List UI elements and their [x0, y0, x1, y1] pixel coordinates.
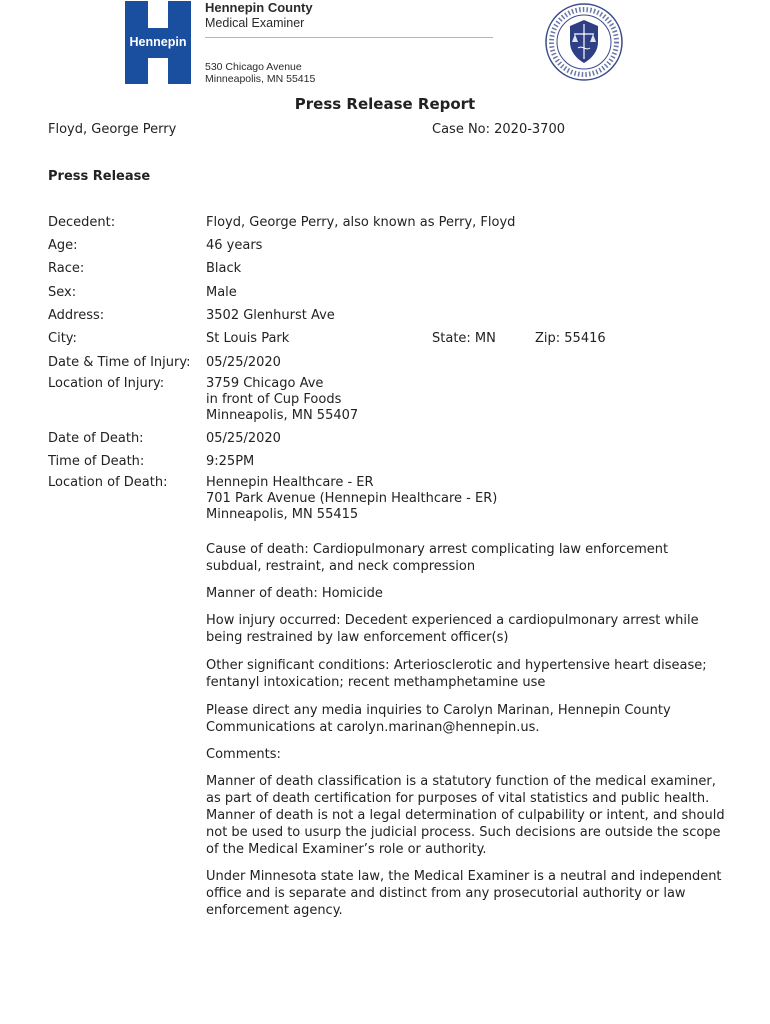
subject-name: Floyd, George Perry [48, 122, 177, 137]
injury-location-line-1: 3759 Chicago Ave [206, 376, 324, 391]
age-label: Age: [48, 238, 78, 253]
how-injury-occurred: How injury occurred: Decedent experienced a cardiopulmonary arrest while being restrained by law enforcement officer(s) [206, 613, 699, 645]
city-value: St Louis Park [206, 331, 290, 346]
city-label: City: [48, 331, 77, 346]
header-divider [205, 37, 493, 38]
report-title: Press Release Report [294, 95, 476, 113]
death-date-label: Date of Death: [48, 431, 144, 446]
state-value: State: MN [432, 331, 496, 346]
other-conditions: Other significant conditions: Arteriosclerotic and hypertensive heart disease; fentanyl intoxication; recent methamphetamine use [206, 658, 707, 690]
age-value: 46 years [206, 238, 263, 253]
address-label: Address: [48, 308, 105, 323]
comment-paragraph-2: Under Minnesota state law, the Medical Examiner is a neutral and independent office and is separate and distinct from any prosecutorial authority or law enforcement agency. [206, 869, 722, 918]
org-subtitle: Medical Examiner [205, 16, 305, 30]
address-value: 3502 Glenhurst Ave [206, 308, 335, 323]
address-line-1: 530 Chicago Avenue [205, 61, 302, 73]
death-location-line-2: 701 Park Avenue (Hennepin Healthcare - ER) [206, 491, 498, 506]
decedent-value: Floyd, George Perry, also known as Perry, Floyd [206, 215, 516, 230]
death-date-value: 05/25/2020 [206, 431, 281, 446]
death-location-line-1: Hennepin Healthcare - ER [206, 475, 374, 490]
decedent-label: Decedent: [48, 215, 116, 230]
address-line-2: Minneapolis, MN 55415 [205, 73, 316, 85]
death-location-line-3: Minneapolis, MN 55415 [206, 507, 359, 522]
race-value: Black [206, 261, 242, 276]
zip-value: Zip: 55416 [535, 331, 606, 346]
sex-value: Male [206, 285, 237, 300]
death-location-label: Location of Death: [48, 475, 168, 490]
injury-date-label: Date & Time of Injury: [48, 355, 191, 370]
manner-of-death: Manner of death: Homicide [206, 586, 383, 601]
sex-label: Sex: [48, 285, 77, 300]
logo-text: Hennepin [129, 35, 187, 49]
injury-date-value: 05/25/2020 [206, 355, 281, 370]
comments-label: Comments: [206, 747, 281, 762]
injury-location-line-2: in front of Cup Foods [206, 392, 342, 407]
case-number: Case No: 2020-3700 [432, 122, 565, 137]
comment-paragraph-1: Manner of death classification is a statutory function of the medical examiner, as part of death certification for purposes of vital statistics and public health. Manner of death is not a legal determination of culpability or intent, and should not be used to usurp the judicial process. Such decisions are outside the scope of the Medical Examiner’s role or authority. [206, 774, 725, 857]
media-inquiries: Please direct any media inquiries to Carolyn Marinan, Hennepin County Communications at carolyn.marinan@hennepin.us. [206, 703, 671, 735]
org-name: Hennepin County [205, 0, 313, 15]
injury-location-line-3: Minneapolis, MN 55407 [206, 408, 359, 423]
cause-of-death: Cause of death: Cardiopulmonary arrest complicating law enforcement subdual, restraint, and neck compression [206, 542, 669, 574]
injury-location-label: Location of Injury: [48, 376, 165, 391]
medical-examiners-seal-icon [544, 2, 624, 82]
death-time-label: Time of Death: [48, 454, 145, 469]
death-time-value: 9:25PM [206, 454, 255, 469]
section-title: Press Release [48, 169, 151, 184]
race-label: Race: [48, 261, 85, 276]
